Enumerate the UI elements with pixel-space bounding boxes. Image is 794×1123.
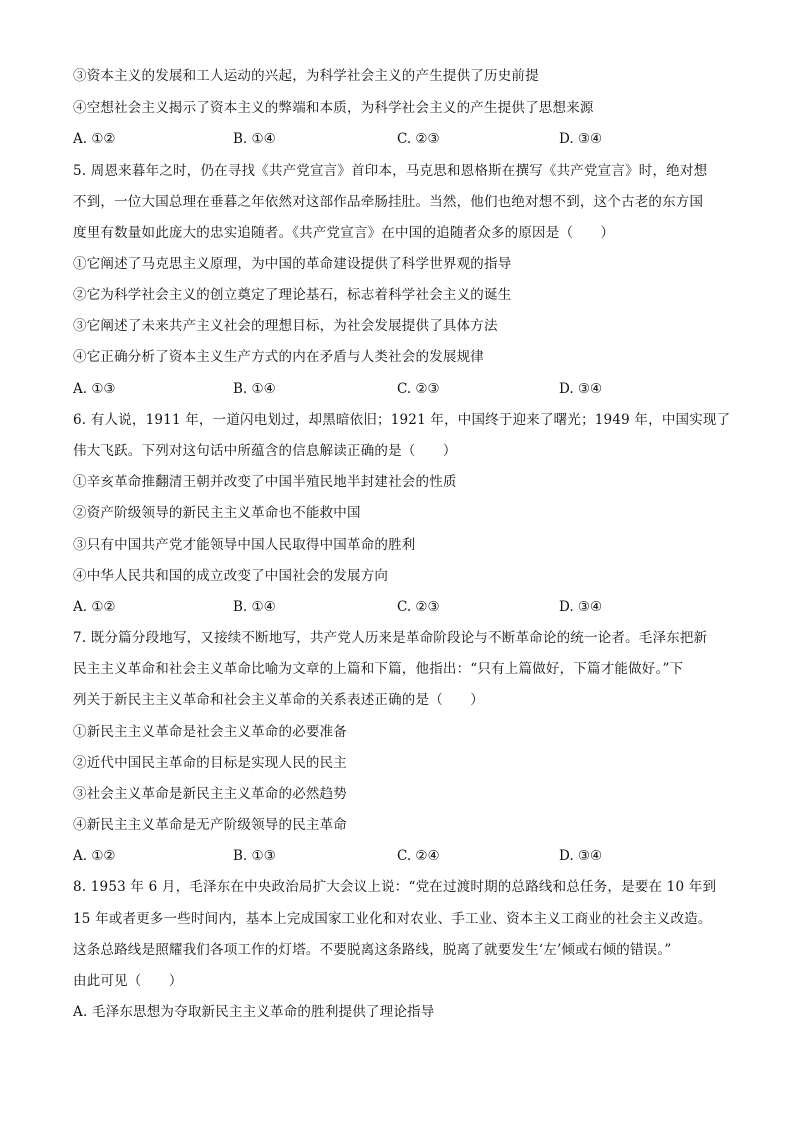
statement-3: ③资本主义的发展和工人运动的兴起，为科学社会主义的产生提供了历史前提: [73, 68, 539, 84]
question-5-line-3: 度里有数量如此庞大的忠实追随者。《共产党宣言》在中国的追随者众多的原因是（ ）: [73, 225, 615, 241]
statement-2: ②资产阶级领导的新民主主义革命也不能救中国: [73, 505, 361, 521]
option-d: D. ③④: [559, 599, 603, 615]
option-b: B. ①④: [233, 131, 276, 147]
option-a: A. 毛泽东思想为夺取新民主主义革命的胜利提供了理论指导: [73, 1004, 435, 1020]
option-d: D. ③④: [559, 381, 603, 397]
question-8-line-3: 这条总路线是照耀我们各项工作的灯塔。不要脱离这条路线，脱离了就要发生‘左’倾或右倾的错误。”: [73, 942, 672, 958]
option-b: B. ①③: [233, 848, 276, 864]
options-q5: [73, 381, 733, 397]
question-5-line-1: 5. 周恩来暮年之时，仍在寻找《共产党宣言》首印本，马克思和恩格斯在撰写《共产党宣言》时，绝对想: [73, 163, 708, 179]
option-c: C. ②④: [397, 848, 440, 864]
statement-2: ②它为科学社会主义的创立奠定了理论基石，标志着科学社会主义的诞生: [73, 287, 512, 303]
option-a: A. ①②: [73, 131, 116, 147]
statement-3: ③它阐述了未来共产主义社会的理想目标，为社会发展提供了具体方法: [73, 318, 498, 334]
option-b: B. ①④: [233, 381, 276, 397]
question-8-line-4: 由此可见（ ）: [73, 973, 183, 989]
option-d: D. ③④: [559, 131, 603, 147]
option-d: D. ③④: [559, 848, 603, 864]
options-q4: [73, 131, 733, 147]
option-a: A. ①③: [73, 381, 116, 397]
option-c: C. ②③: [397, 599, 440, 615]
question-7-line-2: 民主主义革命和社会主义革命比喻为文章的上篇和下篇，他指出：“只有上篇做好，下篇才能做好。”下: [73, 661, 684, 677]
question-7-line-1: 7. 既分篇分段地写，又接续不断地写，共产党人历来是革命阶段论与不断革命论的统一论者。毛泽东把新: [73, 630, 708, 646]
question-6-line-1: 6. 有人说，1911 年，一道闪电划过，却黑暗依旧；1921 年，中国终于迎来了曙光；1949 年，中国实现了: [73, 412, 731, 428]
statement-2: ②近代中国民主革命的目标是实现人民的民主: [73, 755, 347, 771]
statement-3: ③社会主义革命是新民主主义革命的必然趋势: [73, 786, 347, 802]
question-8-line-2: 15 年或者更多一些时间内，基本上完成国家工业化和对农业、手工业、资本主义工商业的社会主义改造。: [73, 911, 712, 927]
statement-4: ④它正确分析了资本主义生产方式的内在矛盾与人类社会的发展规律: [73, 349, 484, 365]
question-6-line-2: 伟大飞跃。下列对这句话中所蕴含的信息解读正确的是（ ）: [73, 443, 457, 459]
option-a: A. ①②: [73, 848, 116, 864]
statement-4: ④中华人民共和国的成立改变了中国社会的发展方向: [73, 568, 389, 584]
question-8-line-1: 8. 1953 年 6 月，毛泽东在中央政治局扩大会议上说：“党在过渡时期的总路线和总任务，是要在 10 年到: [73, 879, 717, 895]
question-7-line-3: 列关于新民主主义革命和社会主义革命的关系表述正确的是（ ）: [73, 692, 484, 708]
statement-1: ①它阐述了马克思主义原理，为中国的革命建设提供了科学世界观的指导: [73, 256, 512, 272]
option-c: C. ②③: [397, 131, 440, 147]
option-b: B. ①④: [233, 599, 276, 615]
question-5-line-2: 不到，一位大国总理在垂暮之年依然对这部作品牵肠挂肚。当然，他们也绝对想不到，这个古老的东方国: [73, 194, 704, 210]
statement-1: ①辛亥革命推翻清王朝并改变了中国半殖民地半封建社会的性质: [73, 474, 457, 490]
statement-1: ①新民主主义革命是社会主义革命的必要准备: [73, 724, 347, 740]
option-c: C. ②③: [397, 381, 440, 397]
statement-4: ④新民主主义革命是无产阶级领导的民主革命: [73, 817, 347, 833]
statement-4: ④空想社会主义揭示了资本主义的弊端和本质，为科学社会主义的产生提供了思想来源: [73, 100, 594, 116]
statement-3: ③只有中国共产党才能领导中国人民取得中国革命的胜利: [73, 537, 416, 553]
options-q7: [73, 848, 733, 864]
option-a: A. ①②: [73, 599, 116, 615]
options-q6: [73, 599, 733, 615]
